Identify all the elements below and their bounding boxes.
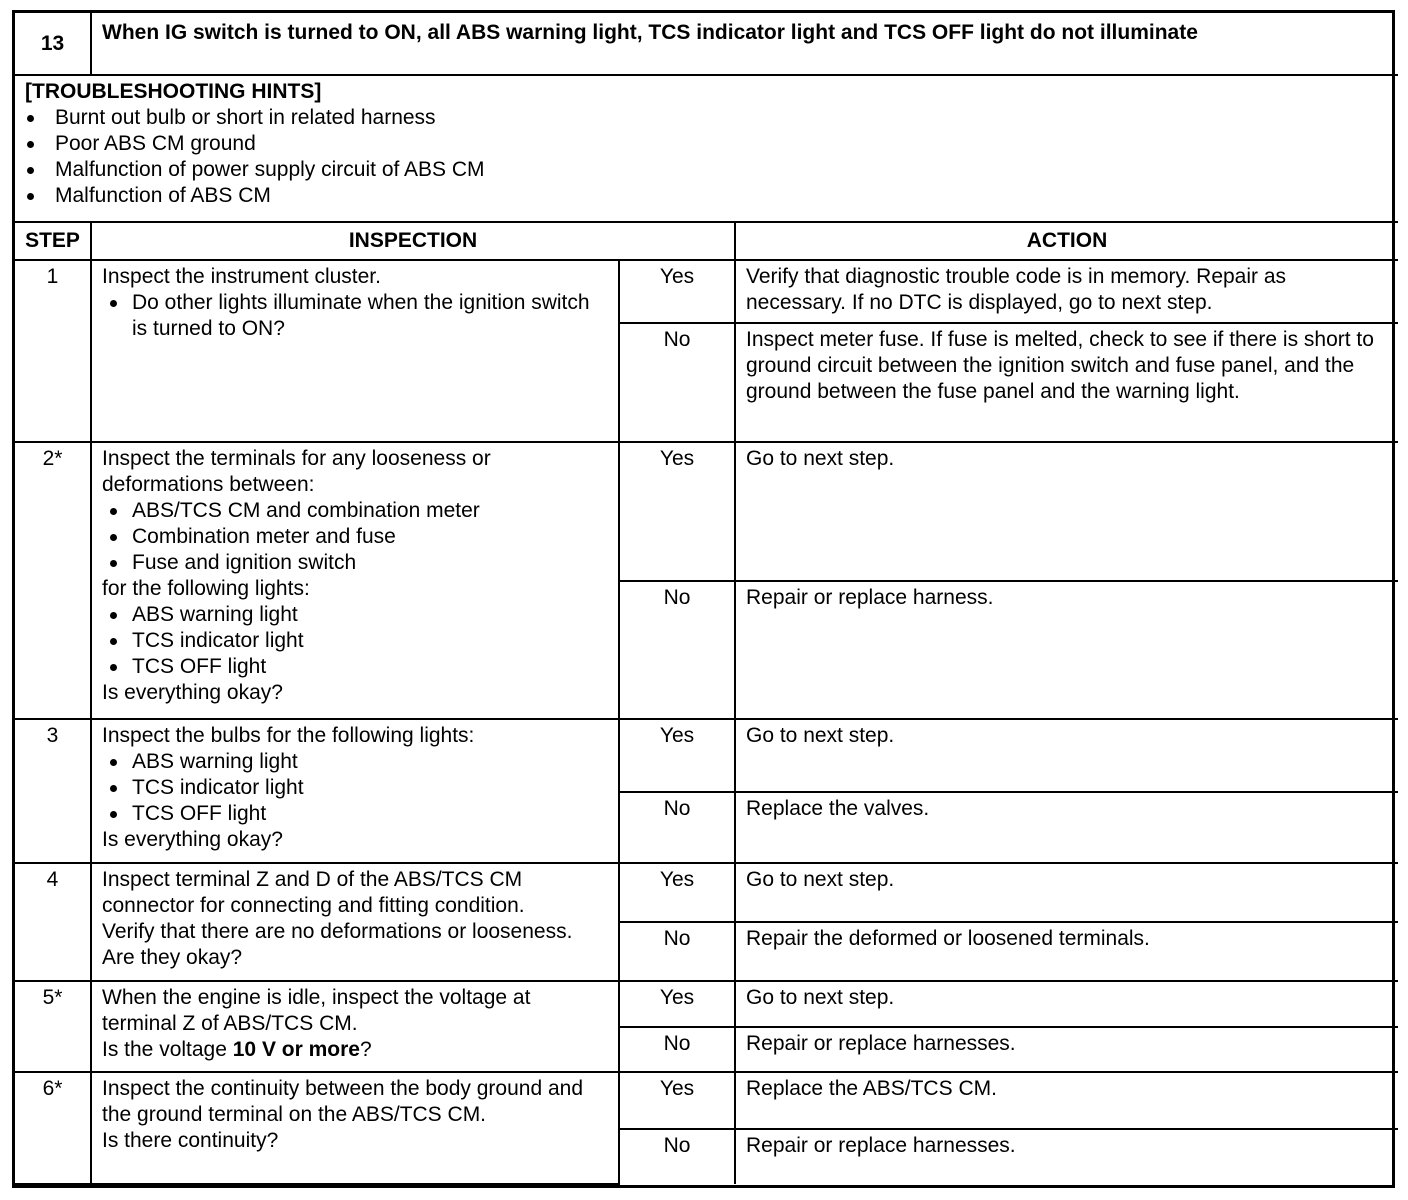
yes-action: Go to next step. xyxy=(735,863,1398,922)
hints-title: [TROUBLESHOOTING HINTS] xyxy=(25,80,322,104)
inspection-question xyxy=(102,1037,608,1063)
inspection-bullet: ABS warning light xyxy=(102,602,608,628)
inspection-bullet: ABS warning light xyxy=(102,749,608,775)
table-row xyxy=(15,260,1398,323)
step-number: 2* xyxy=(15,442,91,719)
column-header-step: STEP xyxy=(15,222,91,260)
inspection-bullet: TCS OFF light xyxy=(102,654,608,680)
inspection-question: Is everything okay? xyxy=(102,828,283,852)
inspection-bullet: ABS/TCS CM and combination meter xyxy=(102,498,608,524)
column-header-row xyxy=(15,222,1398,260)
yes-label: Yes xyxy=(619,442,735,580)
step-number: 6* xyxy=(15,1072,91,1184)
inspection-question: Is there continuity? xyxy=(102,1128,279,1152)
troubleshooting-table xyxy=(15,13,1398,1185)
step-number: 1 xyxy=(15,260,91,443)
yes-label: Yes xyxy=(619,981,735,1027)
hint-item: Malfunction of ABS CM xyxy=(25,183,1388,209)
table-row xyxy=(15,1072,1398,1129)
procedure-number: 13 xyxy=(15,13,91,75)
question-threshold: 10 V or more xyxy=(232,1038,360,1062)
no-label: No xyxy=(619,792,735,863)
question-suffix: ? xyxy=(359,1038,372,1062)
yes-label: Yes xyxy=(619,719,735,791)
no-action: Repair or replace harness. xyxy=(735,581,1398,719)
yes-action: Replace the ABS/TCS CM. xyxy=(735,1072,1398,1129)
inspection-cell xyxy=(91,863,619,981)
column-header-action: ACTION xyxy=(735,222,1398,260)
troubleshooting-sheet xyxy=(12,10,1395,1188)
troubleshooting-hints xyxy=(15,75,1398,222)
yes-label: Yes xyxy=(619,863,735,922)
table-row xyxy=(15,863,1398,922)
no-action: Inspect meter fuse. If fuse is melted, check to see if there is short to ground circuit between the ignition switch and fuse panel, and the ground between the fuse panel and the warning light. xyxy=(735,323,1398,442)
no-label: No xyxy=(619,1129,735,1184)
inspection-text: Inspect terminal Z and D of the ABS/TCS CM connector for connecting and fitting condition. xyxy=(102,867,525,917)
inspection-bullet: TCS indicator light xyxy=(102,628,608,654)
step-number: 4 xyxy=(15,863,91,981)
no-action: Repair the deformed or loosened terminals. xyxy=(735,922,1398,981)
table-row xyxy=(15,719,1398,791)
hint-item: Burnt out bulb or short in related harness xyxy=(25,105,1388,131)
column-header-inspection: INSPECTION xyxy=(91,222,735,260)
yes-label: Yes xyxy=(619,260,735,323)
inspection-text: Inspect the terminals for any looseness or deformations between: xyxy=(102,447,491,497)
question-prefix: Is the voltage xyxy=(102,1038,233,1062)
no-action: Repair or replace harnesses. xyxy=(735,1027,1398,1071)
inspection-text: for the following lights: xyxy=(102,577,310,601)
hint-item: Malfunction of power supply circuit of ABS CM xyxy=(25,157,1388,183)
table-row xyxy=(15,442,1398,580)
yes-action: Go to next step. xyxy=(735,981,1398,1027)
inspection-question: Is everything okay? xyxy=(102,681,283,705)
no-label: No xyxy=(619,1027,735,1071)
inspection-bullet: TCS OFF light xyxy=(102,801,608,827)
yes-action: Go to next step. xyxy=(735,719,1398,791)
table-row xyxy=(15,981,1398,1027)
hint-item: Poor ABS CM ground xyxy=(25,131,1388,157)
inspection-bullet: TCS indicator light xyxy=(102,775,608,801)
inspection-cell xyxy=(91,981,619,1071)
no-label: No xyxy=(619,323,735,442)
step-number: 3 xyxy=(15,719,91,862)
procedure-title: When IG switch is turned to ON, all ABS warning light, TCS indicator light and TCS OFF light do not illuminate xyxy=(91,13,1398,75)
yes-label: Yes xyxy=(619,1072,735,1129)
no-action: Repair or replace harnesses. xyxy=(735,1129,1398,1184)
no-action: Replace the valves. xyxy=(735,792,1398,863)
inspection-text: Inspect the continuity between the body ground and the ground terminal on the ABS/TCS CM. xyxy=(102,1076,584,1126)
step-number: 5* xyxy=(15,981,91,1071)
inspection-text: When the engine is idle, inspect the voltage at terminal Z of ABS/TCS CM. xyxy=(102,986,531,1036)
inspection-text: Inspect the instrument cluster. xyxy=(102,264,381,288)
inspection-question: Verify that there are no deformations or looseness. Are they okay? xyxy=(102,919,573,969)
yes-action: Verify that diagnostic trouble code is in memory. Repair as necessary. If no DTC is displayed, go to next step. xyxy=(735,260,1398,323)
inspection-cell xyxy=(91,719,619,862)
yes-action: Go to next step. xyxy=(735,442,1398,580)
inspection-bullet: Combination meter and fuse xyxy=(102,524,608,550)
inspection-bullet: Do other lights illuminate when the ignition switch is turned to ON? xyxy=(102,290,608,342)
inspection-text: Inspect the bulbs for the following lights: xyxy=(102,724,475,748)
inspection-cell xyxy=(91,1072,619,1184)
inspection-bullet: Fuse and ignition switch xyxy=(102,550,608,576)
no-label: No xyxy=(619,581,735,719)
inspection-cell xyxy=(91,442,619,719)
hints-row xyxy=(15,75,1398,222)
no-label: No xyxy=(619,922,735,981)
header-row xyxy=(15,13,1398,75)
inspection-cell xyxy=(91,260,619,443)
